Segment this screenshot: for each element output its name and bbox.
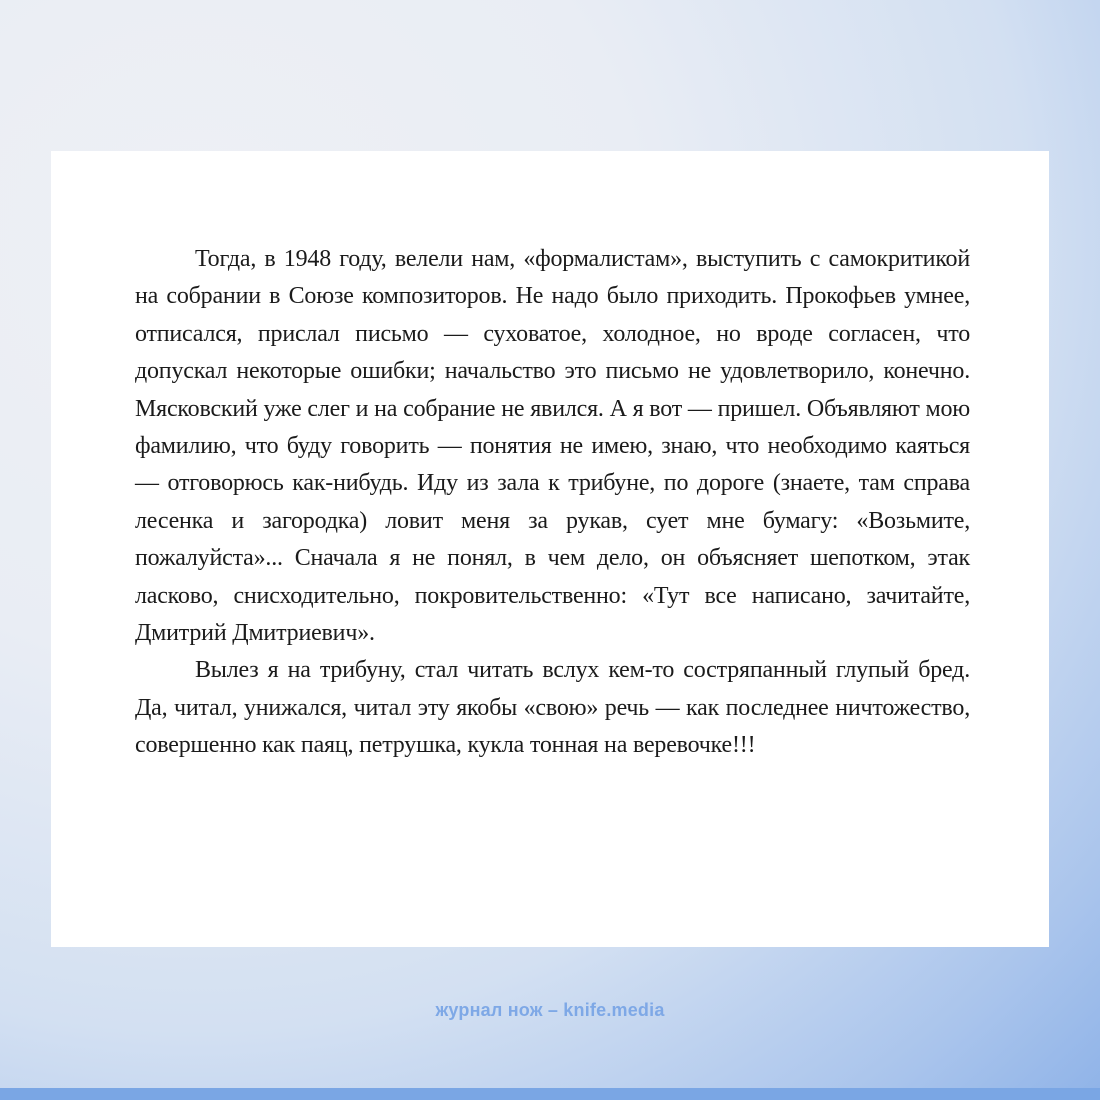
paragraph-1: Тогда, в 1948 году, велели нам, «формалистам», выступить с самокритикой на собрании в Союзе композиторов. Не надо было приходить. Прокофьев умнее, отписался, прислал письмо — суховатое, холодное, но вроде согласен, что допускал некоторые ошибки; начальство это письмо не удовлетворило, конечно. Мясковский уже слег и на собрание не явился. А я вот — пришел. Объявляют мою фамилию, что буду говорить — понятия не имею, знаю, что необходимо каяться — отговорюсь как-нибудь. Иду из зала к трибуне, по дороге (знаете, там справа лесенка и загородка) ловит меня за рукав, сует мне бумагу: «Возьмите, пожалуйста»... Сначала я не понял, в чем дело, он объясняет шепотком, этак ласково, снисходительно, покровительственно: «Тут все написано, зачитайте, Дмитрий Дмитриевич». — [135, 246, 970, 647]
document-page — [51, 151, 1049, 947]
bottom-strip — [0, 1088, 1100, 1100]
footer-credit: журнал нож – knife.media — [435, 1000, 665, 1020]
document-text — [135, 241, 970, 765]
paragraph-2: Вылез я на трибуну, стал читать вслух кем-то состряпанный глупый бред. Да, читал, унижался, читал эту якобы «свою» речь — как последнее ничтожество, совершенно как паяц, петрушка, кукла тонная на веревочке!!! — [135, 657, 970, 759]
